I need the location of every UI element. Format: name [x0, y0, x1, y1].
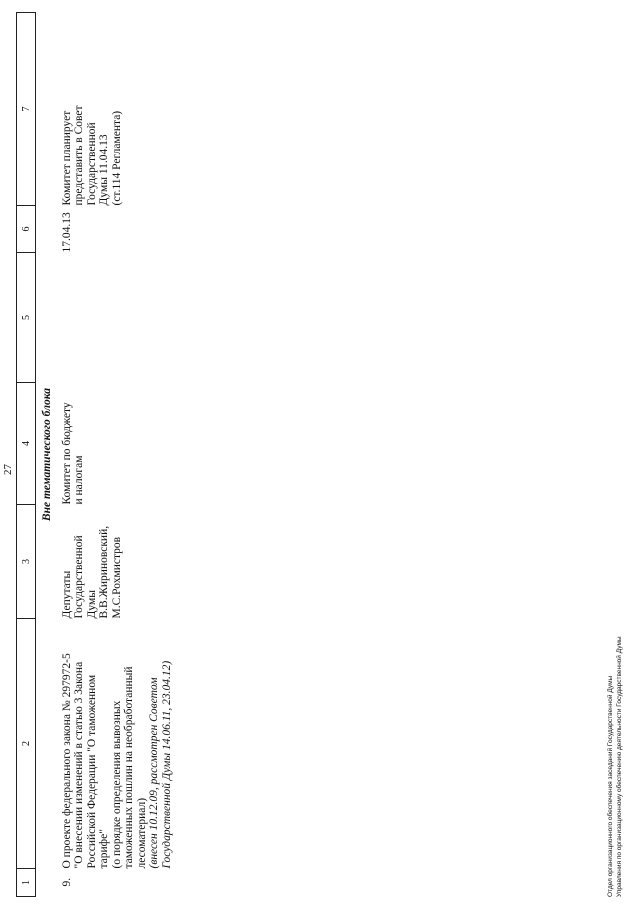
page-number: 27 [2, 464, 14, 475]
column-number: 7 [17, 13, 36, 206]
footer-line: Управления по организационному обеспечению деятельности Государственной Думы [616, 636, 623, 897]
block-heading-row [36, 13, 61, 897]
initiators-cell [61, 505, 174, 619]
bill-history [148, 619, 173, 869]
column-number-row [17, 13, 36, 897]
note-line: Комитет планирует [60, 110, 73, 206]
initiator-line: Депутаты [60, 570, 73, 619]
note-line: (ст.114 Регламента) [110, 110, 123, 206]
note-line: Государственной [85, 122, 98, 206]
block-title: Вне тематического блока [41, 387, 53, 522]
agenda-table [16, 12, 173, 897]
bill-title-line: "О внесении изменений в статью 3 Закона [73, 661, 85, 869]
date-cell: 17.04.13 [60, 212, 73, 253]
committee-cell [61, 383, 174, 505]
initiator-line: В.В.Жириновский, [98, 525, 110, 619]
note-line: Думы 11.04.13 [98, 134, 110, 206]
bill-title [61, 619, 149, 869]
column-number: 6 [17, 206, 36, 253]
item-number: 9. [60, 877, 73, 887]
initiator-line: Государственной [73, 535, 85, 619]
column-number: 3 [17, 505, 36, 619]
initiator-line: М.С.Рохмистров [110, 536, 123, 619]
bill-title-line: (о порядке определения вывозных [110, 700, 123, 869]
column-number: 5 [17, 253, 36, 383]
footer-line: Отдел организационного обеспечения заседаний Государственной Думы [607, 675, 614, 897]
bill-title-line: лесоматериал) [135, 797, 148, 869]
initiator-line: Думы [85, 590, 98, 619]
column-number: 1 [17, 869, 36, 897]
table-row [61, 13, 174, 897]
bill-title-line: таможенных пошлин на необработанный [123, 666, 135, 869]
column-number: 4 [17, 383, 36, 505]
bill-title-line: тарифе" [98, 829, 110, 869]
bill-title-line: О проекте федерального закона № 297972-5 [60, 653, 73, 869]
bill-history-line: Государственной Думы 14.06.11, 23.04.12) [160, 660, 173, 869]
committee-line: и налогам [73, 455, 85, 505]
note-line: представить в Совет [73, 105, 85, 206]
page-footer [606, 636, 624, 897]
note-cell [61, 13, 174, 206]
bill-cell [61, 619, 174, 869]
committee-line: Комитет по бюджету [60, 402, 73, 505]
column-number: 2 [17, 619, 36, 869]
bill-history-line: (внесен 10.12.09, рассмотрен Советом [148, 677, 160, 869]
bill-title-line: Российской Федерации "О таможенном [85, 674, 98, 869]
column5-cell [61, 253, 174, 383]
